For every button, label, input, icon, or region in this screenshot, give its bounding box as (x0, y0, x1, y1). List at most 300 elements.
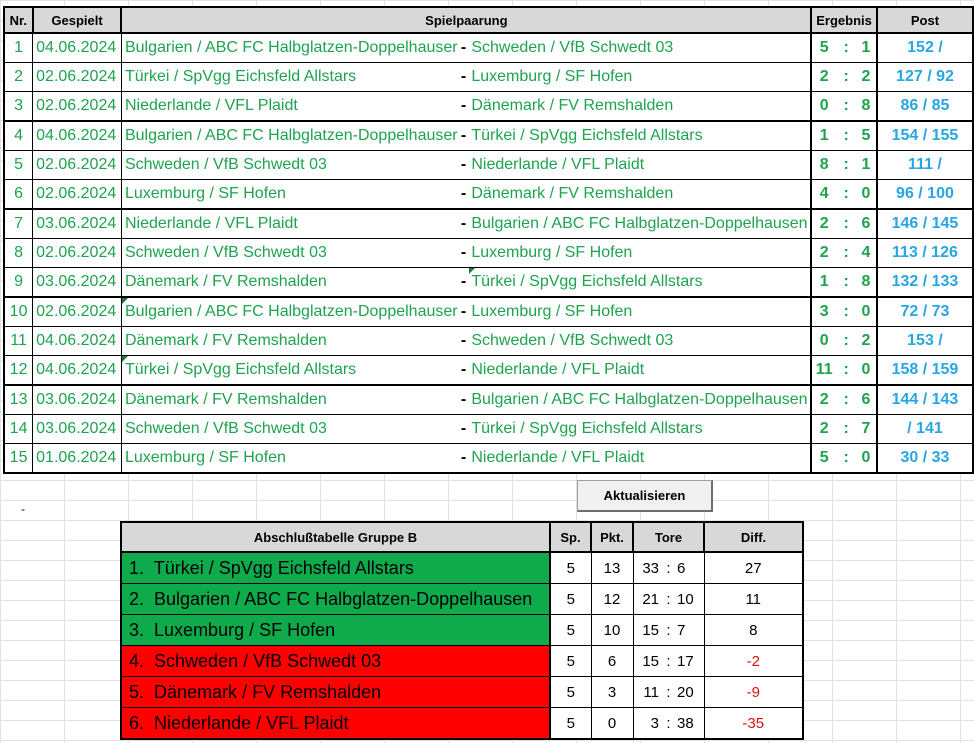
match-nr (4, 92, 33, 122)
goals-away (856, 209, 877, 239)
match-nr (4, 121, 33, 151)
match-date (33, 356, 122, 386)
goals-away-text: 0 (861, 185, 871, 202)
col-header-result: Ergebnis (811, 7, 877, 33)
post-numbers-text: 153 / (907, 332, 943, 349)
col-header-date: Gespielt (33, 7, 122, 33)
match-nr (4, 327, 33, 356)
goals-away-text: 0 (861, 449, 871, 466)
match-nr (4, 268, 33, 298)
goals-away (856, 327, 877, 356)
goal-difference: -9 (704, 677, 803, 708)
score-colon (836, 209, 856, 239)
vs-dash (458, 151, 470, 180)
score-colon-text: : (843, 303, 849, 320)
score-colon (836, 239, 856, 268)
team-name: Türkei / SpVgg Eichsfeld Allstars (153, 557, 414, 578)
goals-away-text: 6 (861, 391, 871, 408)
home-team-text: Schweden / VfB Schwedt 03 (124, 244, 327, 261)
goals-home-text: 2 (819, 391, 829, 408)
goals-away (856, 385, 877, 415)
away-team (469, 327, 811, 356)
goals-home (811, 33, 836, 63)
vs-dash (458, 63, 470, 92)
standings-header (121, 522, 803, 552)
stray-mark: - (21, 502, 25, 516)
match-nr-text: 11 (10, 332, 27, 349)
goals-away (856, 297, 877, 327)
points: 3 (591, 677, 633, 708)
home-team-text: Dänemark / FV Remshalden (124, 391, 327, 408)
goals-home (811, 356, 836, 386)
away-team-text: Bulgarien / ABC FC Halbglatzen-Doppelhausen (471, 391, 808, 408)
points: 10 (591, 615, 633, 646)
match-nr-text: 8 (14, 244, 24, 261)
goals-home (811, 121, 836, 151)
vs-dash-text: - (460, 332, 467, 349)
standings-team (121, 646, 550, 677)
score-colon (836, 63, 856, 92)
team-name: Niederlande / VFL Plaidt (154, 712, 349, 733)
cell-marker-icon (122, 298, 128, 304)
match-nr-text: 12 (9, 361, 28, 378)
goals-away-text: 8 (861, 97, 871, 114)
match-row (4, 297, 973, 327)
score-colon-text: : (843, 391, 849, 408)
match-date (33, 385, 122, 415)
score-colon (836, 356, 856, 386)
cell-marker-icon (469, 268, 475, 274)
games-played: 5 (550, 615, 591, 646)
goals-against: 20 (675, 677, 704, 708)
score-colon (836, 385, 856, 415)
post-numbers-text: 111 / (908, 156, 942, 173)
home-team-text: Türkei / SpVgg Eichsfeld Allstars (124, 361, 357, 378)
match-nr-text: 2 (14, 68, 24, 85)
post-numbers-text: 113 / 126 (892, 244, 958, 261)
away-team-text: Luxemburg / SF Hofen (471, 244, 633, 261)
match-row (4, 356, 973, 386)
home-team (121, 63, 457, 92)
vs-dash-text: - (460, 97, 467, 114)
goal-difference: 8 (704, 615, 803, 646)
match-nr-text: 5 (14, 156, 24, 173)
away-team-text: Luxemburg / SF Hofen (471, 68, 633, 85)
goals-away-text: 0 (861, 303, 871, 320)
match-nr-text: 6 (14, 185, 24, 202)
goals-colon: : (662, 708, 675, 740)
goals-home-text: 5 (819, 39, 829, 56)
standings-row (121, 646, 803, 677)
match-table-header (4, 7, 973, 33)
score-colon-text: : (843, 420, 849, 437)
match-nr (4, 151, 33, 180)
match-nr-text: 13 (9, 391, 28, 408)
goals-for: 33 (633, 552, 662, 584)
post-numbers-text: 132 / 133 (891, 273, 959, 290)
vs-dash-text: - (460, 215, 467, 232)
away-team-text: Luxemburg / SF Hofen (471, 303, 633, 320)
away-team (469, 92, 811, 122)
goals-away (856, 151, 877, 180)
vs-dash (458, 268, 470, 298)
col-header-games: Sp. (550, 522, 591, 552)
home-team (121, 327, 457, 356)
match-nr-text: 1 (14, 39, 24, 56)
away-team-text: Schweden / VfB Schwedt 03 (471, 332, 674, 349)
goals-away-text: 1 (861, 156, 871, 173)
home-team (121, 444, 457, 474)
goals-home (811, 385, 836, 415)
score-colon (836, 151, 856, 180)
home-team-text: Niederlande / VFL Plaidt (124, 97, 298, 114)
match-date-text: 03.06.2024 (36, 273, 117, 290)
match-row (4, 180, 973, 210)
standings-team (121, 615, 550, 646)
goal-difference: 27 (704, 552, 803, 584)
rank-number: 5. (129, 681, 145, 702)
post-numbers (877, 385, 973, 415)
match-nr-text: 3 (14, 97, 24, 114)
goals-colon: : (662, 615, 675, 646)
vs-dash-text: - (460, 391, 467, 408)
away-team (469, 63, 811, 92)
match-date (33, 180, 122, 210)
match-row (4, 327, 973, 356)
match-nr (4, 209, 33, 239)
goals-home-text: 5 (819, 449, 829, 466)
score-colon (836, 444, 856, 474)
score-colon (836, 92, 856, 122)
home-team-text: Dänemark / FV Remshalden (124, 332, 327, 349)
post-numbers-text: 86 / 85 (900, 97, 950, 114)
match-row (4, 63, 973, 92)
match-nr (4, 33, 33, 63)
match-table (3, 6, 974, 474)
vs-dash-text: - (460, 361, 467, 378)
team-name: Schweden / VfB Schwedt 03 (154, 650, 382, 671)
goals-away-text: 7 (861, 420, 871, 437)
vs-dash-text: - (460, 244, 467, 261)
standings-team (121, 677, 550, 708)
score-colon-text: : (843, 39, 849, 56)
match-nr-text: 7 (14, 215, 24, 232)
goals-against: 10 (675, 584, 704, 615)
goals-home (811, 415, 836, 444)
vs-dash-text: - (460, 303, 467, 320)
vs-dash (458, 33, 470, 63)
match-date (33, 297, 122, 327)
home-team-text: Bulgarien / ABC FC Halbglatzen-Doppelhauser (124, 39, 458, 56)
vs-dash (458, 209, 470, 239)
away-team-text: Schweden / VfB Schwedt 03 (471, 39, 674, 56)
points: 6 (591, 646, 633, 677)
goals-against: 17 (675, 646, 704, 677)
match-nr-text: 15 (9, 449, 28, 466)
home-team (121, 209, 457, 239)
away-team (469, 356, 811, 386)
points: 12 (591, 584, 633, 615)
games-played: 5 (550, 708, 591, 740)
vs-dash-text: - (460, 39, 467, 56)
home-team (121, 268, 457, 298)
match-row (4, 385, 973, 415)
score-colon-text: : (843, 273, 849, 290)
match-date-text: 04.06.2024 (36, 332, 117, 349)
games-played: 5 (550, 584, 591, 615)
match-date-text: 04.06.2024 (36, 39, 117, 56)
away-team (469, 33, 811, 63)
goals-colon: : (662, 646, 675, 677)
goals-away (856, 92, 877, 122)
home-team (121, 33, 457, 63)
score-colon-text: : (843, 185, 849, 202)
away-team-text: Niederlande / VFL Plaidt (471, 361, 645, 378)
post-numbers (877, 444, 973, 474)
team-name: Luxemburg / SF Hofen (154, 619, 336, 640)
score-colon-text: : (843, 332, 849, 349)
post-numbers-text: 154 / 155 (891, 127, 959, 144)
score-colon-text: : (843, 127, 849, 144)
home-team (121, 385, 457, 415)
match-nr (4, 297, 33, 327)
goals-home-text: 2 (819, 420, 829, 437)
away-team-text: Türkei / SpVgg Eichsfeld Allstars (471, 127, 703, 144)
vs-dash (458, 356, 470, 386)
goals-away (856, 444, 877, 474)
goals-home-text: 2 (819, 215, 829, 232)
score-colon-text: : (843, 449, 849, 466)
goals-home-text: 8 (819, 156, 829, 173)
goals-away (856, 268, 877, 298)
home-team-text: Türkei / SpVgg Eichsfeld Allstars (124, 68, 357, 85)
post-numbers (877, 151, 973, 180)
match-nr (4, 356, 33, 386)
score-colon-text: : (843, 215, 849, 232)
goals-home (811, 268, 836, 298)
post-numbers (877, 239, 973, 268)
score-colon-text: : (843, 68, 849, 85)
goal-difference: -2 (704, 646, 803, 677)
post-numbers (877, 180, 973, 210)
post-numbers-text: 158 / 159 (891, 361, 959, 378)
goals-home (811, 180, 836, 210)
match-nr-text: 10 (9, 303, 28, 320)
home-team (121, 92, 457, 122)
goals-away-text: 6 (861, 215, 871, 232)
away-team-text: Niederlande / VFL Plaidt (471, 449, 645, 466)
score-colon-text: : (843, 156, 849, 173)
goals-home-text: 2 (819, 244, 829, 261)
vs-dash (458, 444, 470, 474)
match-date-text: 02.06.2024 (36, 68, 117, 85)
goals-away-text: 0 (861, 361, 871, 378)
vs-dash (458, 121, 470, 151)
match-date-text: 03.06.2024 (36, 420, 117, 437)
post-numbers-text: / 141 (907, 420, 943, 437)
goals-home-text: 3 (819, 303, 829, 320)
goals-away (856, 63, 877, 92)
home-team-text: Luxemburg / SF Hofen (124, 185, 286, 202)
away-team-text: Dänemark / FV Remshalden (471, 185, 674, 202)
goals-colon: : (662, 552, 675, 584)
goals-away-text: 5 (861, 127, 871, 144)
goals-away (856, 415, 877, 444)
match-date (33, 444, 122, 474)
away-team (469, 121, 811, 151)
goals-colon: : (662, 677, 675, 708)
score-colon-text: : (843, 361, 849, 378)
home-team-text: Luxemburg / SF Hofen (124, 449, 286, 466)
match-date-text: 04.06.2024 (36, 127, 117, 144)
score-colon (836, 268, 856, 298)
goals-home (811, 209, 836, 239)
match-date (33, 268, 122, 298)
away-team (469, 239, 811, 268)
goals-for: 21 (633, 584, 662, 615)
home-team (121, 239, 457, 268)
goals-home (811, 151, 836, 180)
goals-home-text: 0 (819, 97, 829, 114)
vs-dash (458, 180, 470, 210)
goals-away-text: 2 (861, 68, 871, 85)
col-header-pairing: Spielpaarung (121, 7, 811, 33)
post-numbers (877, 415, 973, 444)
match-date (33, 92, 122, 122)
match-date (33, 209, 122, 239)
standings-team (121, 552, 550, 584)
match-date-text: 02.06.2024 (36, 244, 117, 261)
standings-team (121, 708, 550, 740)
goals-home (811, 63, 836, 92)
vs-dash (458, 415, 470, 444)
team-name: Bulgarien / ABC FC Halbglatzen-Doppelhausen (154, 588, 533, 609)
home-team (121, 151, 457, 180)
away-team (469, 268, 811, 298)
goals-away-text: 2 (861, 332, 871, 349)
away-team-text: Türkei / SpVgg Eichsfeld Allstars (471, 273, 703, 290)
goals-for: 15 (633, 646, 662, 677)
goals-against: 7 (675, 615, 704, 646)
goal-difference: 11 (704, 584, 803, 615)
post-numbers-text: 72 / 73 (900, 303, 950, 320)
match-nr (4, 415, 33, 444)
home-team-text: Schweden / VfB Schwedt 03 (124, 420, 327, 437)
match-row (4, 33, 973, 63)
match-date (33, 327, 122, 356)
standings-row (121, 552, 803, 584)
standings-row (121, 708, 803, 740)
home-team (121, 297, 457, 327)
home-team (121, 356, 457, 386)
goals-for: 15 (633, 615, 662, 646)
match-date-text: 02.06.2024 (36, 303, 117, 320)
goals-for: 3 (633, 708, 662, 740)
match-date-text: 02.06.2024 (36, 185, 117, 202)
goals-away (856, 121, 877, 151)
match-date (33, 239, 122, 268)
refresh-button[interactable]: Aktualisieren (577, 480, 713, 512)
home-team (121, 121, 457, 151)
vs-dash (458, 297, 470, 327)
away-team (469, 297, 811, 327)
goals-away (856, 180, 877, 210)
match-date-text: 02.06.2024 (36, 97, 117, 114)
col-header-nr: Nr. (4, 7, 33, 33)
goals-for: 11 (633, 677, 662, 708)
vs-dash-text: - (460, 273, 467, 290)
standings-row (121, 677, 803, 708)
rank-number: 2. (129, 588, 145, 609)
match-row (4, 268, 973, 298)
match-row (4, 209, 973, 239)
away-team (469, 385, 811, 415)
vs-dash-text: - (460, 449, 467, 466)
match-nr (4, 180, 33, 210)
match-date (33, 415, 122, 444)
points: 0 (591, 708, 633, 740)
goals-home-text: 1 (819, 127, 829, 144)
match-date-text: 02.06.2024 (36, 156, 117, 173)
rank-number: 4. (129, 650, 145, 671)
vs-dash-text: - (460, 68, 467, 85)
post-numbers-text: 30 / 33 (900, 449, 950, 466)
match-date-text: 03.06.2024 (36, 391, 117, 408)
away-team (469, 444, 811, 474)
post-numbers-text: 146 / 145 (891, 215, 959, 232)
goals-home (811, 92, 836, 122)
post-numbers-text: 127 / 92 (896, 68, 954, 85)
team-name: Dänemark / FV Remshalden (154, 681, 382, 702)
post-numbers-text: 96 / 100 (896, 185, 954, 202)
score-colon-text: : (843, 97, 849, 114)
points: 13 (591, 552, 633, 584)
match-date (33, 63, 122, 92)
goals-home (811, 297, 836, 327)
away-team (469, 209, 811, 239)
match-date-text: 04.06.2024 (36, 361, 117, 378)
post-numbers (877, 209, 973, 239)
goals-home-text: 1 (819, 273, 829, 290)
match-date (33, 33, 122, 63)
cell-marker-icon (122, 356, 128, 362)
match-date (33, 121, 122, 151)
standings-team (121, 584, 550, 615)
post-numbers (877, 121, 973, 151)
score-colon (836, 415, 856, 444)
goals-away-text: 8 (861, 273, 871, 290)
score-colon (836, 297, 856, 327)
match-date (33, 151, 122, 180)
match-row (4, 121, 973, 151)
vs-dash-text: - (460, 185, 467, 202)
post-numbers (877, 92, 973, 122)
standings-title: Abschlußtabelle Gruppe B (121, 522, 550, 552)
post-numbers (877, 297, 973, 327)
match-nr (4, 239, 33, 268)
goal-difference: -35 (704, 708, 803, 740)
games-played: 5 (550, 677, 591, 708)
home-team-text: Niederlande / VFL Plaidt (124, 215, 298, 232)
rank-number: 1. (129, 557, 145, 578)
col-header-points: Pkt. (591, 522, 633, 552)
score-colon (836, 180, 856, 210)
vs-dash-text: - (460, 420, 467, 437)
match-nr (4, 444, 33, 474)
match-nr (4, 63, 33, 92)
games-played: 5 (550, 646, 591, 677)
score-colon-text: : (843, 244, 849, 261)
